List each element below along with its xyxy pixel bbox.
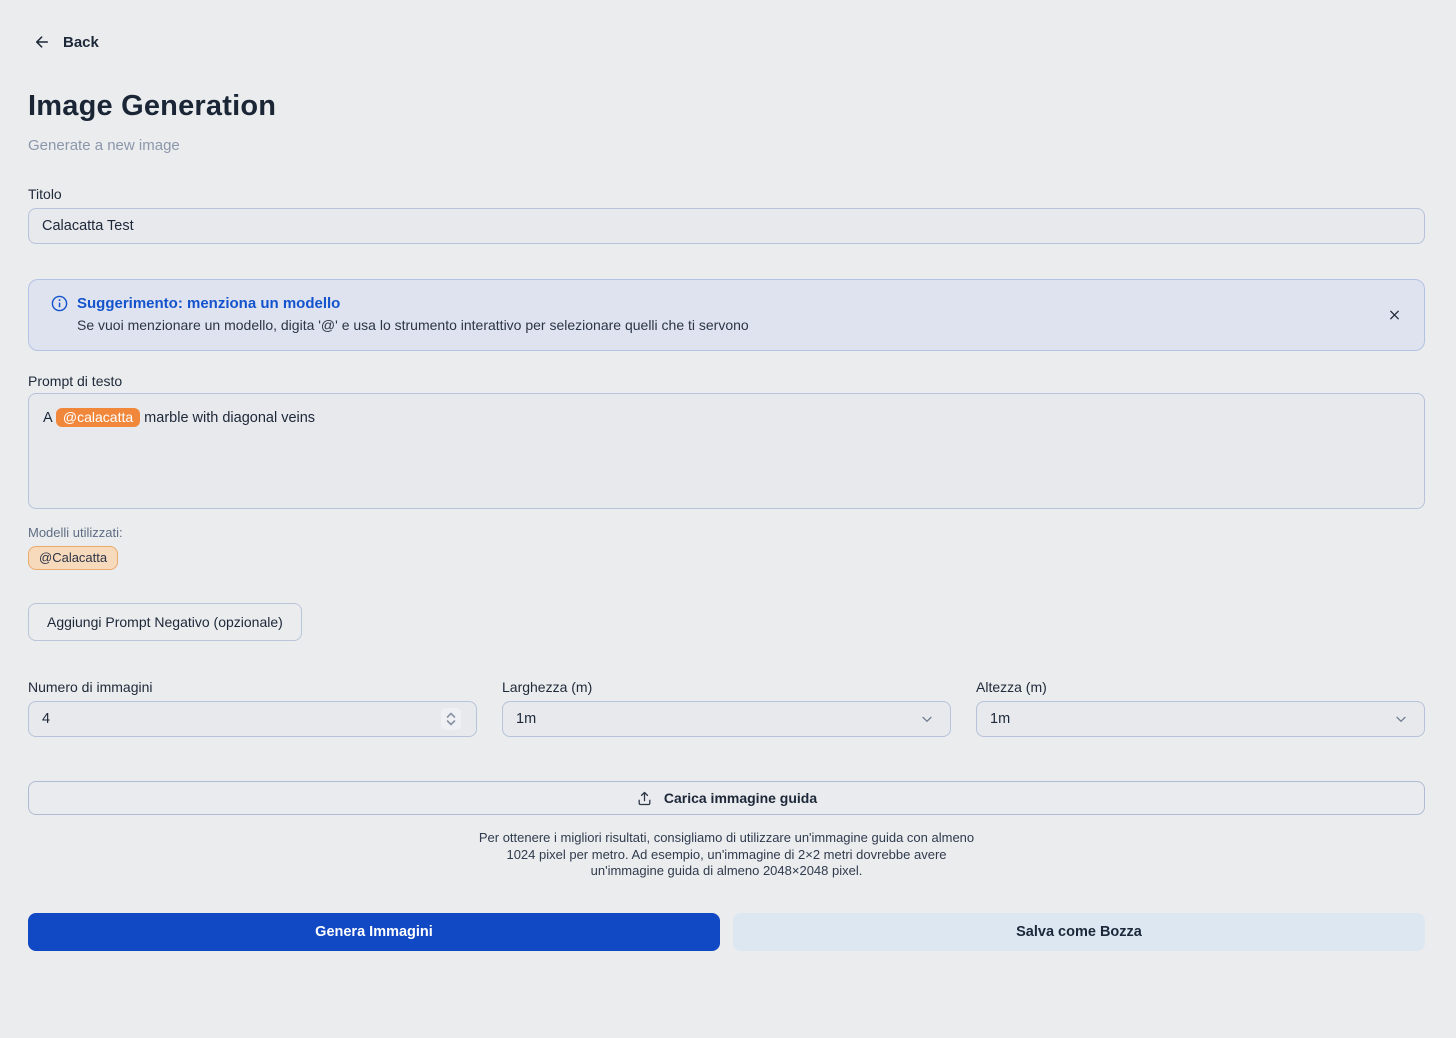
banner-close-button[interactable] <box>1381 302 1408 329</box>
mention-token[interactable]: @calacatta <box>56 408 140 427</box>
height-field <box>976 679 1425 737</box>
height-select[interactable] <box>976 701 1425 737</box>
models-tag-row <box>28 546 1425 570</box>
info-icon <box>51 295 68 312</box>
prompt-text-before: A <box>43 410 56 426</box>
chevron-down-icon <box>1393 711 1409 727</box>
page-subtitle: Generate a new image <box>28 137 180 154</box>
num-images-value: 4 <box>42 711 51 727</box>
upload-icon <box>636 790 653 807</box>
width-value: 1m <box>516 711 537 727</box>
back-label: Back <box>63 33 99 51</box>
close-icon <box>1387 311 1402 326</box>
title-field-section <box>28 186 1425 244</box>
model-tag[interactable]: @Calacatta <box>28 546 118 570</box>
banner-title: Suggerimento: menziona un modello <box>77 295 341 312</box>
upload-hint <box>28 830 1425 880</box>
chevron-down-icon <box>919 711 935 727</box>
save-draft-button[interactable]: Salva come Bozza <box>733 913 1425 951</box>
number-stepper[interactable] <box>441 708 461 730</box>
add-negative-prompt-button[interactable]: Aggiungi Prompt Negativo (opzionale) <box>28 603 302 641</box>
upload-hint-line: un'immagine guida di almeno 2048×2048 pixel. <box>590 863 863 878</box>
width-label: Larghezza (m) <box>502 679 593 695</box>
num-images-field <box>28 679 477 737</box>
chevron-up-down-icon <box>445 711 457 727</box>
upload-hint-line: Per ottenere i migliori risultati, consigliamo di utilizzare un'immagine guida con almeno <box>478 830 975 845</box>
width-select[interactable] <box>502 701 951 737</box>
height-label: Altezza (m) <box>976 679 1047 695</box>
prompt-textarea[interactable] <box>28 393 1425 509</box>
height-value: 1m <box>990 711 1011 727</box>
banner-description: Se vuoi menzionare un modello, digita '@' e usa lo strumento interattivo per selezionare quelli che ti servono <box>77 317 749 333</box>
title-input[interactable] <box>28 208 1425 244</box>
upload-button-label: Carica immagine guida <box>663 790 818 806</box>
title-field-label: Titolo <box>28 186 62 202</box>
back-button[interactable] <box>33 33 99 51</box>
arrow-left-icon <box>33 33 51 51</box>
action-buttons-row <box>28 913 1425 951</box>
upload-hint-line: 1024 pixel per metro. Ad esempio, un'immagine di 2×2 metri dovrebbe avere <box>506 846 947 862</box>
prompt-field-label: Prompt di testo <box>28 373 123 389</box>
page-title: Image Generation <box>28 90 277 122</box>
num-images-label: Numero di immagini <box>28 679 153 695</box>
dimensions-row <box>28 679 1425 737</box>
num-images-input[interactable] <box>28 701 477 737</box>
suggestion-banner <box>28 279 1425 351</box>
width-field <box>502 679 951 737</box>
generate-images-button[interactable]: Genera Immagini <box>28 913 720 951</box>
prompt-text-after: marble with diagonal veins <box>140 410 316 426</box>
upload-guide-image-button[interactable] <box>28 781 1425 815</box>
prompt-field-section <box>28 373 1425 509</box>
models-used-label: Modelli utilizzati: <box>28 525 123 540</box>
